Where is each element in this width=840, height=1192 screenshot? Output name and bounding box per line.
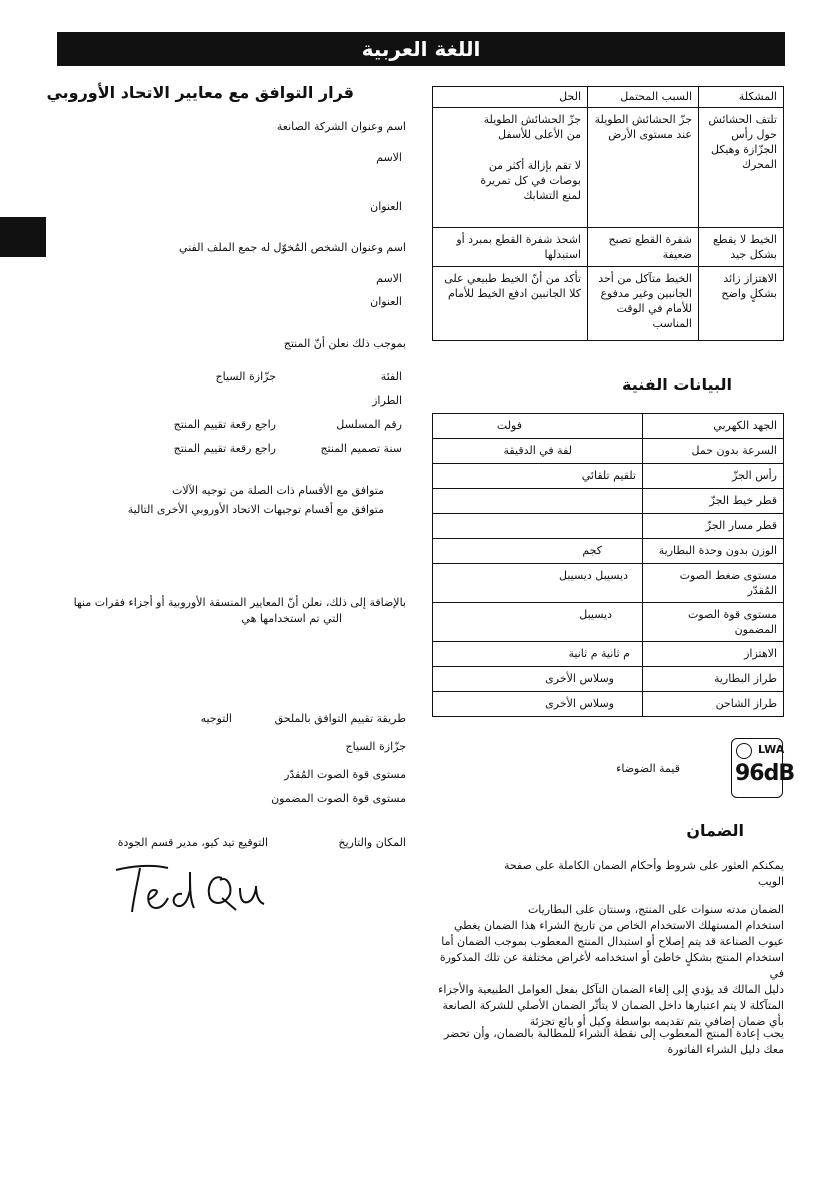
ear-icon bbox=[736, 743, 752, 759]
noise-badge bbox=[731, 738, 795, 798]
header-problem: المشكلة bbox=[699, 87, 784, 108]
spec-label: السرعة بدون حمل bbox=[643, 439, 784, 464]
table-row bbox=[433, 603, 784, 642]
spec-label: الاهتزاز bbox=[643, 642, 784, 667]
spec-value: وسلاس الأخرى bbox=[433, 667, 643, 692]
name-label: الاسم bbox=[376, 151, 402, 164]
spec-value: كجم bbox=[433, 539, 643, 564]
solution-text: لا تقم بإزالة أكثر من بوصات في كل تمريرة لمنع التشابك bbox=[480, 159, 581, 202]
cause-cell: الخيط متآكل من أحد الجانبين وغير مدفوع للأمام في الوقت المناسب bbox=[588, 267, 699, 341]
warranty-line: دليل المالك قد يؤدي إلى إلغاء الضمان التآكل بفعل العوامل الطبيعية والأجزاء bbox=[438, 983, 784, 996]
signature-label: التوقيع تيد كيو، مدير قسم الجودة bbox=[117, 836, 268, 849]
troubleshooting-table bbox=[432, 86, 784, 341]
guaranteed-sound-power-label: مستوى قوة الصوت المضمون bbox=[271, 792, 406, 805]
warranty-line: معك دليل الشراء الفاتورة bbox=[667, 1043, 784, 1056]
serial-value: راجع رقعة تقييم المنتج bbox=[173, 418, 276, 431]
solution-cell: اشحذ شفرة القطع بمبرد أو استبدلها bbox=[433, 228, 588, 267]
spec-value bbox=[433, 514, 643, 539]
warranty-line: يجب إعادة المنتج المعطوب إلى نقطة الشراء للمطالبة بالضمان، وأن تحضر bbox=[443, 1027, 784, 1040]
solution-text: جزّ الحشائش الطويلة من الأعلى للأسفل bbox=[483, 113, 581, 141]
warranty-line: استخدام المستهلك الاستخدام الخاص من تاريخ الشراء هذا الضمان يغطي bbox=[453, 919, 784, 932]
table-row bbox=[433, 489, 784, 514]
name-label-2: الاسم bbox=[376, 272, 402, 285]
table-row bbox=[433, 667, 784, 692]
table-row bbox=[433, 439, 784, 464]
spec-value: ديسيبل ديسيبل bbox=[433, 564, 643, 603]
table-row bbox=[433, 564, 784, 603]
table-row bbox=[433, 539, 784, 564]
warranty-paragraph-2 bbox=[424, 902, 784, 1030]
header-cause: السبب المحتمل bbox=[588, 87, 699, 108]
warranty-title: الضمان bbox=[686, 821, 744, 840]
other-directives-text: متوافق مع أقسام توجيهات الاتحاد الأوروبي الأخرى التالية bbox=[127, 503, 384, 516]
warranty-line: بأي ضمان إضافي يتم تقديمه بواسطة وكيل أو بائع تجزئة bbox=[529, 1015, 784, 1028]
standards-text-2: التي تم استخدامها هي bbox=[241, 612, 342, 625]
warranty-paragraph-1 bbox=[432, 858, 784, 890]
table-row bbox=[433, 692, 784, 717]
spec-label: مستوى قوة الصوت المضمون bbox=[643, 603, 784, 642]
warranty-line: الويب bbox=[758, 875, 784, 888]
measured-sound-power-label: مستوى قوة الصوت المُقدّر bbox=[284, 768, 406, 781]
manufacturer-label: اسم وعنوان الشركة الصانعة bbox=[276, 120, 406, 133]
year-value: راجع رقعة تقييم المنتج bbox=[173, 442, 276, 455]
warranty-line: المتآكلة لا يتم اعتبارها داخل الضمان لا يتأثّر الضمان الأصلي للشركة الصانعة bbox=[442, 999, 784, 1012]
header-solution: الحل bbox=[433, 87, 588, 108]
table-row bbox=[433, 228, 784, 267]
authorized-person-label: اسم وعنوان الشخص المُخوّل له جمع الملف الفني bbox=[179, 241, 406, 254]
table-row bbox=[433, 267, 784, 341]
warranty-line: استخدام المنتج بشكلٍ خاطئ أو استخدامه لأغراض مختلفة عن تلك المذكورة في bbox=[439, 951, 784, 980]
spec-label: مستوى ضغط الصوت المُقدّر bbox=[643, 564, 784, 603]
spec-label: قطر مسار الجزّ bbox=[643, 514, 784, 539]
spec-value: ديسيبل bbox=[433, 603, 643, 642]
table-header-row bbox=[433, 87, 784, 108]
specs-title: البيانات الفنية bbox=[622, 375, 732, 394]
table-row bbox=[433, 414, 784, 439]
assessment-label: طريقة تقييم التوافق بالملحق bbox=[274, 712, 406, 725]
hereby-declare-text: بموجب ذلك نعلن أنّ المنتج bbox=[283, 337, 406, 350]
serial-label: رقم المسلسل bbox=[336, 418, 402, 431]
spec-label: طراز الشاحن bbox=[643, 692, 784, 717]
standards-text-1: بالإضافة إلى ذلك، نعلن أنّ المعايير المنسقة الأوروبية أو أجزاء فقرات منها bbox=[73, 596, 406, 609]
table-row bbox=[433, 514, 784, 539]
language-banner bbox=[57, 32, 785, 66]
solution-cell bbox=[433, 108, 588, 228]
spec-label: رأس الجزّ bbox=[643, 464, 784, 489]
spec-value: م ثانية م ثانية bbox=[433, 642, 643, 667]
solution-cell: تأكد من أنّ الخيط طبيعي على كلا الجانبين ادفع الخيط للأمام bbox=[433, 267, 588, 341]
year-label: سنة تصميم المنتج bbox=[320, 442, 402, 455]
signature-image bbox=[112, 860, 272, 920]
noise-db-value: 96dB bbox=[735, 761, 795, 786]
cause-cell: جزّ الحشائش الطويلة عند مستوى الأرض bbox=[588, 108, 699, 228]
address-label: العنوان bbox=[370, 200, 402, 213]
warranty-line: الضمان مدته سنوات على المنتج، وسنتان على البطاريات bbox=[527, 903, 784, 916]
model-label: الطراز bbox=[372, 394, 402, 407]
spec-value: لفة في الدقيقة bbox=[433, 439, 643, 464]
cause-cell: شفرة القطع تصبح ضعيفة bbox=[588, 228, 699, 267]
assessment-value: التوجيه bbox=[200, 712, 232, 725]
spec-value: تلقيم تلقائي bbox=[433, 464, 643, 489]
place-date-label: المكان والتاريخ bbox=[338, 836, 406, 849]
assessment-product: جزّازة السياج bbox=[345, 740, 406, 753]
section-tab-marker bbox=[0, 217, 46, 257]
category-value: جزّازة السياج bbox=[215, 370, 276, 383]
warranty-paragraph-3 bbox=[432, 1026, 784, 1058]
lwa-label: LWA bbox=[758, 743, 785, 756]
specs-table bbox=[432, 413, 784, 717]
problem-cell: تلتف الحشائش حول رأس الجزّازة وهيكل المحرك bbox=[699, 108, 784, 228]
machinery-directive-text: متوافق مع الأقسام ذات الصلة من توجيه الآلات bbox=[172, 484, 384, 497]
problem-cell: الخيط لا يقطع بشكل جيد bbox=[699, 228, 784, 267]
spec-value: وسلاس الأخرى bbox=[433, 692, 643, 717]
noise-value-label: قيمة الضوضاء bbox=[616, 762, 680, 775]
table-row bbox=[433, 108, 784, 228]
table-row bbox=[433, 642, 784, 667]
warranty-line: عيوب الصناعة قد يتم إصلاح أو استبدال المنتج المعطوب بموجب الضمان أما bbox=[441, 935, 784, 948]
spec-label: قطر خيط الجزّ bbox=[643, 489, 784, 514]
spec-value bbox=[433, 489, 643, 514]
spec-value: فولت bbox=[433, 414, 643, 439]
spec-label: الجهد الكهربي bbox=[643, 414, 784, 439]
category-label: الفئة bbox=[380, 370, 402, 383]
spec-label: طراز البطارية bbox=[643, 667, 784, 692]
language-title: اللغة العربية bbox=[361, 37, 481, 61]
spec-label: الوزن بدون وحدة البطارية bbox=[643, 539, 784, 564]
table-row bbox=[433, 464, 784, 489]
problem-cell: الاهتزاز زائد بشكلٍ واضح bbox=[699, 267, 784, 341]
declaration-title: قرار التوافق مع معايير الاتحاد الأوروبي bbox=[46, 83, 354, 102]
address-label-2: العنوان bbox=[370, 295, 402, 308]
warranty-line: يمكنكم العثور على شروط وأحكام الضمان الكاملة على صفحة bbox=[503, 859, 784, 872]
